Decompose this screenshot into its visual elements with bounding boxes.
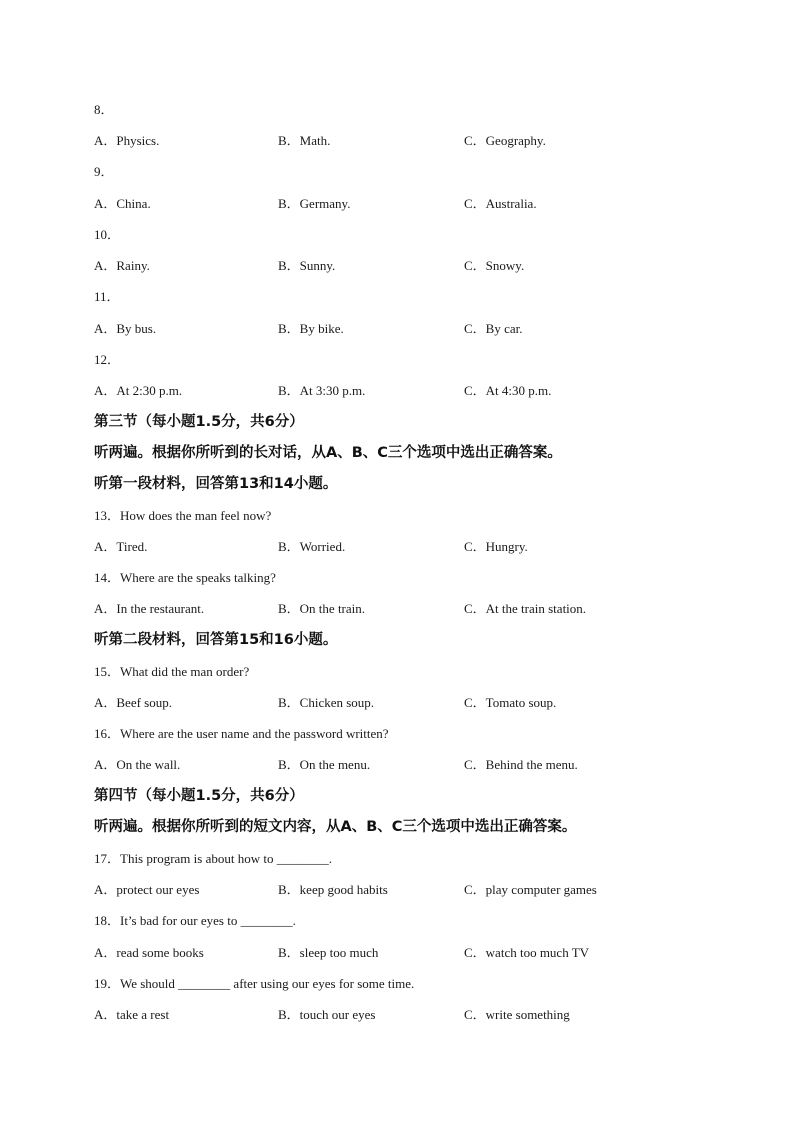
question-number: 12． (94, 352, 121, 367)
option-b: B．Germany. (278, 196, 351, 211)
question-number: 11． (94, 289, 120, 304)
section-instruction: 听两遍。根据你所听到的长对话，从A、B、C三个选项中选出正确答案。 (94, 445, 562, 461)
option-c: C．At the train station. (464, 601, 587, 616)
question-text: 17．This program is about how to ________. (94, 851, 332, 866)
option-b: B．At 3:30 p.m. (278, 383, 366, 398)
option-b: B．Sunny. (278, 258, 336, 273)
option-a: A．Tired. (94, 539, 148, 554)
question-text: 13．How does the man feel now? (94, 508, 272, 523)
option-c: C．write something (464, 1007, 570, 1022)
option-a: A．protect our eyes (94, 882, 200, 897)
option-c: C．By car. (464, 321, 523, 336)
option-b: B．On the train. (278, 601, 366, 616)
option-b: B．Math. (278, 133, 331, 148)
option-b: B．On the menu. (278, 757, 371, 772)
question-text: 19．We should ________ after using our eyes for some time. (94, 976, 415, 991)
option-c: C．Geography. (464, 133, 546, 148)
option-a: A．read some books (94, 945, 204, 960)
option-c: C．Hungry. (464, 539, 528, 554)
option-a: A．Physics. (94, 133, 160, 148)
option-a: A．On the wall. (94, 757, 181, 772)
option-a: A．At 2:30 p.m. (94, 383, 183, 398)
option-c: C．play computer games (464, 882, 597, 897)
section-title: 第四节（每小题1.5分，共6分） (94, 788, 304, 804)
question-text: 15．What did the man order? (94, 664, 250, 679)
option-c: C．Australia. (464, 196, 537, 211)
option-c: C．Tomato soup. (464, 695, 557, 710)
section-title: 第三节（每小题1.5分，共6分） (94, 414, 304, 430)
option-c: C．Behind the menu. (464, 757, 578, 772)
option-b: B．By bike. (278, 321, 344, 336)
option-b: B．sleep too much (278, 945, 379, 960)
question-number: 10． (94, 227, 121, 242)
option-c: C．watch too much TV (464, 945, 590, 960)
question-text: 18．It’s bad for our eyes to ________. (94, 913, 296, 928)
option-b: B．keep good habits (278, 882, 388, 897)
section-instruction: 听两遍。根据你所听到的短文内容，从A、B、C三个选项中选出正确答案。 (94, 819, 577, 835)
option-c: C．Snowy. (464, 258, 525, 273)
option-b: B．touch our eyes (278, 1007, 376, 1022)
group-heading: 听第二段材料，回答第15和16小题。 (94, 632, 338, 648)
option-a: A．Beef soup. (94, 695, 172, 710)
option-b: B．Chicken soup. (278, 695, 375, 710)
option-a: A．take a rest (94, 1007, 170, 1022)
option-a: A．In the restaurant. (94, 601, 205, 616)
question-text: 14．Where are the speaks talking? (94, 570, 276, 585)
option-c: C．At 4:30 p.m. (464, 383, 552, 398)
question-text: 16．Where are the user name and the password written? (94, 726, 389, 741)
option-a: A．By bus. (94, 321, 157, 336)
question-number: 9． (94, 164, 114, 179)
question-number: 8． (94, 102, 114, 117)
option-b: B．Worried. (278, 539, 346, 554)
option-a: A．Rainy. (94, 258, 150, 273)
group-heading: 听第一段材料，回答第13和14小题。 (94, 476, 338, 492)
option-a: A．China. (94, 196, 151, 211)
